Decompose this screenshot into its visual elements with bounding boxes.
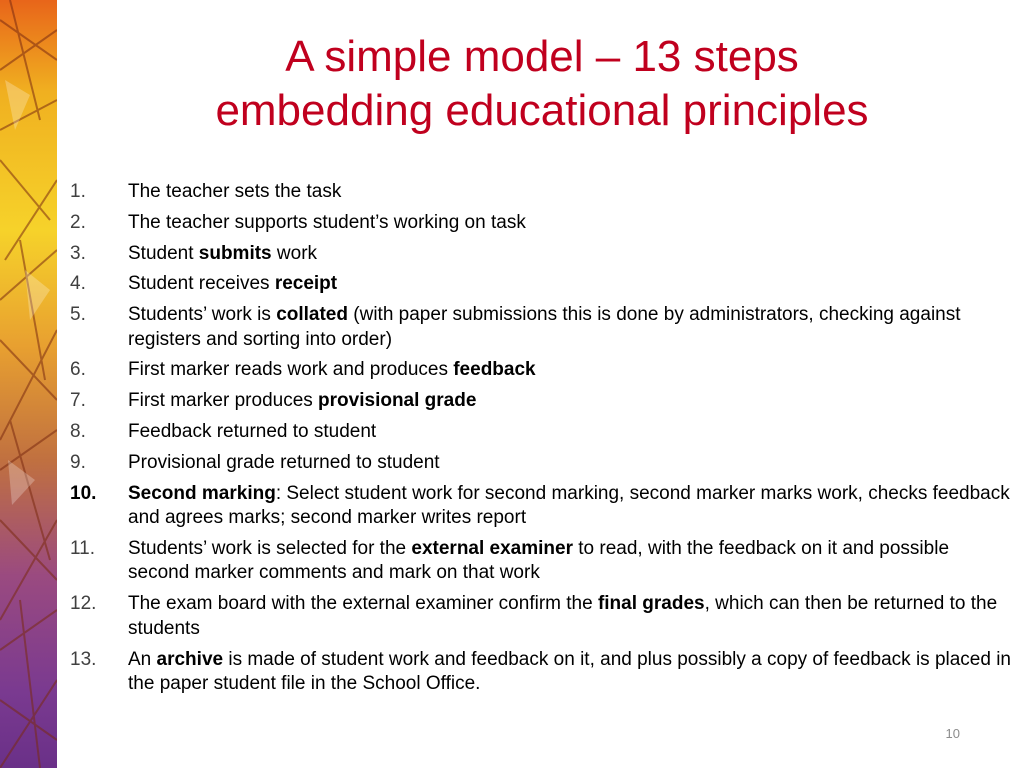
step-text (128, 180, 1015, 205)
step-number: 4. (70, 273, 86, 295)
list-item (70, 358, 1015, 383)
list-item (70, 272, 1015, 297)
list-item (70, 648, 1015, 697)
step-text-part: work (271, 242, 318, 264)
step-keyword: external examiner (411, 537, 573, 559)
list-item (70, 451, 1015, 476)
step-text-part: The teacher sets the task (128, 181, 342, 202)
step-text (128, 211, 1015, 236)
step-text-part: First marker produces (128, 390, 319, 412)
slide-title (60, 30, 1024, 138)
step-text-part: Provisional grade returned to student (128, 451, 440, 473)
step-text (128, 272, 1015, 297)
step-number: 2. (70, 211, 86, 233)
step-text-part: First marker reads work and produces (128, 359, 454, 381)
step-text (128, 648, 1015, 697)
step-text (128, 482, 1015, 531)
list-item (70, 482, 1015, 531)
page-number: 10 (945, 726, 960, 741)
step-text (128, 537, 1015, 586)
step-text-part: (with paper submissions this is done by administrators, checking against registers and sorting into order) (128, 304, 961, 350)
step-keyword: archive (156, 648, 224, 670)
step-text-part: The exam board with the external examiner confirm the (128, 593, 598, 615)
list-item (70, 242, 1015, 267)
step-text-part: is made of student work and feedback on it, and plus possibly a copy of feedback is placed in the paper student file in the School Office. (128, 648, 1011, 695)
step-text-part: Feedback returned to student (128, 421, 377, 443)
step-number: 5. (70, 304, 86, 326)
step-keyword: feedback (453, 359, 536, 381)
slide-title-line-1: A simple model – 13 steps (285, 32, 799, 81)
slide-title-line-2: embedding educational principles (215, 86, 869, 135)
list-item (70, 303, 1015, 352)
list-item (70, 420, 1015, 445)
step-text (128, 592, 1015, 641)
step-number: 7. (70, 390, 86, 412)
step-text (128, 242, 1015, 267)
step-text (128, 358, 1015, 383)
step-text-part: , which can then be returned to the students (128, 593, 998, 639)
stained-glass-decoration (0, 0, 57, 768)
step-number: 6. (70, 359, 86, 381)
step-text (128, 451, 1015, 476)
step-keyword: collated (276, 304, 348, 326)
step-text-part: to read, with the feedback on it and possible second marker comments and mark on that work (128, 537, 950, 584)
step-number: 10. (70, 482, 97, 504)
list-item (70, 180, 1015, 205)
step-number: 3. (70, 242, 86, 264)
step-number: 12. (70, 593, 97, 615)
step-text (128, 420, 1015, 445)
step-number: 11. (70, 537, 96, 559)
list-item (70, 211, 1015, 236)
step-text-part: Students’ work is selected for the (128, 537, 412, 559)
step-text-part: Student receives (128, 273, 275, 295)
step-text (128, 389, 1015, 414)
step-text-part: : Select student work for second marking, second marker marks work, checks feedback and agrees marks; second marker writes report (128, 482, 1010, 529)
step-number: 9. (70, 451, 86, 473)
steps-list (70, 180, 1015, 703)
step-keyword: receipt (274, 273, 338, 295)
step-text-part: The teacher supports student’s working on task (128, 211, 526, 233)
step-keyword: final grades (597, 593, 705, 615)
step-keyword: Second marking (128, 482, 276, 504)
list-item (70, 537, 1015, 586)
step-text-part: An (128, 648, 157, 670)
step-text-part: Students’ work is (128, 304, 277, 326)
step-keyword: provisional grade (318, 390, 477, 412)
step-number: 1. (70, 181, 86, 202)
step-number: 8. (70, 421, 86, 443)
step-text (128, 303, 1015, 352)
step-text-part: Student (128, 242, 199, 264)
step-number: 13. (70, 648, 97, 670)
list-item (70, 592, 1015, 641)
list-item (70, 389, 1015, 414)
step-keyword: submits (198, 242, 272, 264)
